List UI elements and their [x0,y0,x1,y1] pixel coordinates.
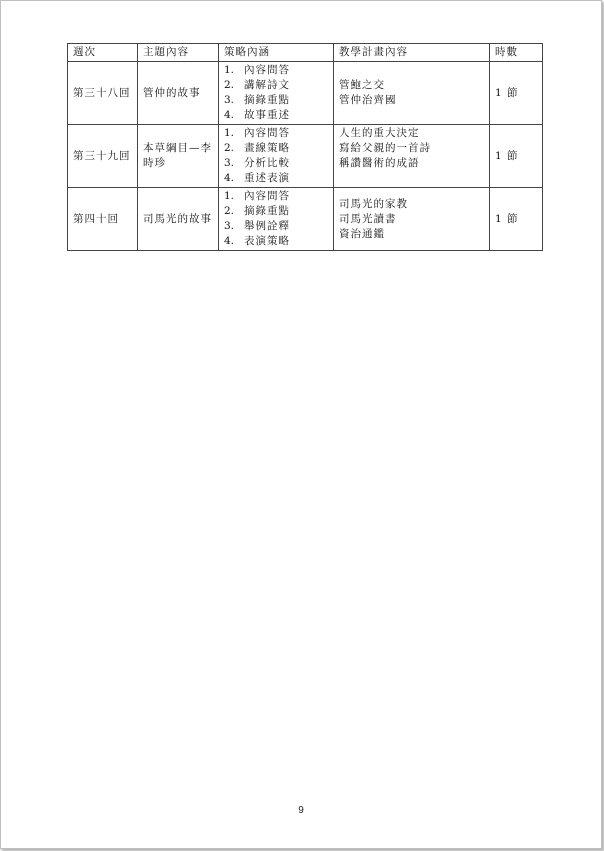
header-topic: 主題內容 [138,44,219,62]
strategy-cell [219,188,334,251]
strategy-item: 4. 故事重述 [224,109,290,121]
strategy-item: 4. 重述表演 [224,172,290,184]
table-header-row [68,44,543,62]
teaching-plan-table [67,43,543,251]
plan-cell [334,62,490,125]
plan-line: 司馬光讀書 [339,212,397,225]
hours-cell: 1 節 [490,125,543,188]
strategy-list [224,126,328,186]
table-row [68,188,543,251]
header-hours: 時數 [490,44,543,62]
header-plan: 教學計畫內容 [334,44,490,62]
plan-line: 司馬光的家教 [339,197,408,210]
hours-cell: 1 節 [490,62,543,125]
week-cell: 第四十回 [68,188,138,251]
header-week: 週次 [68,44,138,62]
strategy-item: 1. 內容問答 [224,64,290,76]
strategy-item: 1. 內容問答 [224,127,290,139]
header-strategy: 策略內涵 [219,44,334,62]
strategy-item: 3. 摘錄重點 [224,94,290,106]
strategy-item: 4. 表演策略 [224,235,290,247]
table-row [68,62,543,125]
strategy-item: 2. 摘錄重點 [224,205,290,217]
plan-cell [334,125,490,188]
plan-line: 寫給父親的一首詩 [339,142,431,154]
plan-cell [334,188,490,251]
strategy-cell [219,125,334,188]
topic-cell: 管仲的故事 [138,62,219,125]
topic-cell: 司馬光的故事 [138,188,219,251]
strategy-item: 3. 分析比較 [224,157,290,169]
strategy-item: 2. 畫線策略 [224,142,290,154]
plan-line: 管仲治齊國 [339,94,397,106]
strategy-item: 1. 內容問答 [224,190,290,202]
strategy-list [224,63,328,123]
strategy-item: 2. 講解詩文 [224,79,290,91]
week-cell: 第三十九回 [68,125,138,188]
plan-line: 資治通鑑 [339,227,385,240]
page-number: 9 [298,805,304,816]
week-cell: 第三十八回 [68,62,138,125]
table-row [68,125,543,188]
hours-cell: 1 節 [490,188,543,251]
plan-line: 管鮑之交 [339,79,385,91]
strategy-cell [219,62,334,125]
plan-line: 稱讚醫術的成語 [339,157,420,169]
plan-line: 人生的重大決定 [339,127,420,139]
strategy-item: 3. 舉例詮釋 [224,220,290,232]
strategy-list [224,189,328,249]
topic-cell: 本草綱目—李時珍 [138,125,219,188]
